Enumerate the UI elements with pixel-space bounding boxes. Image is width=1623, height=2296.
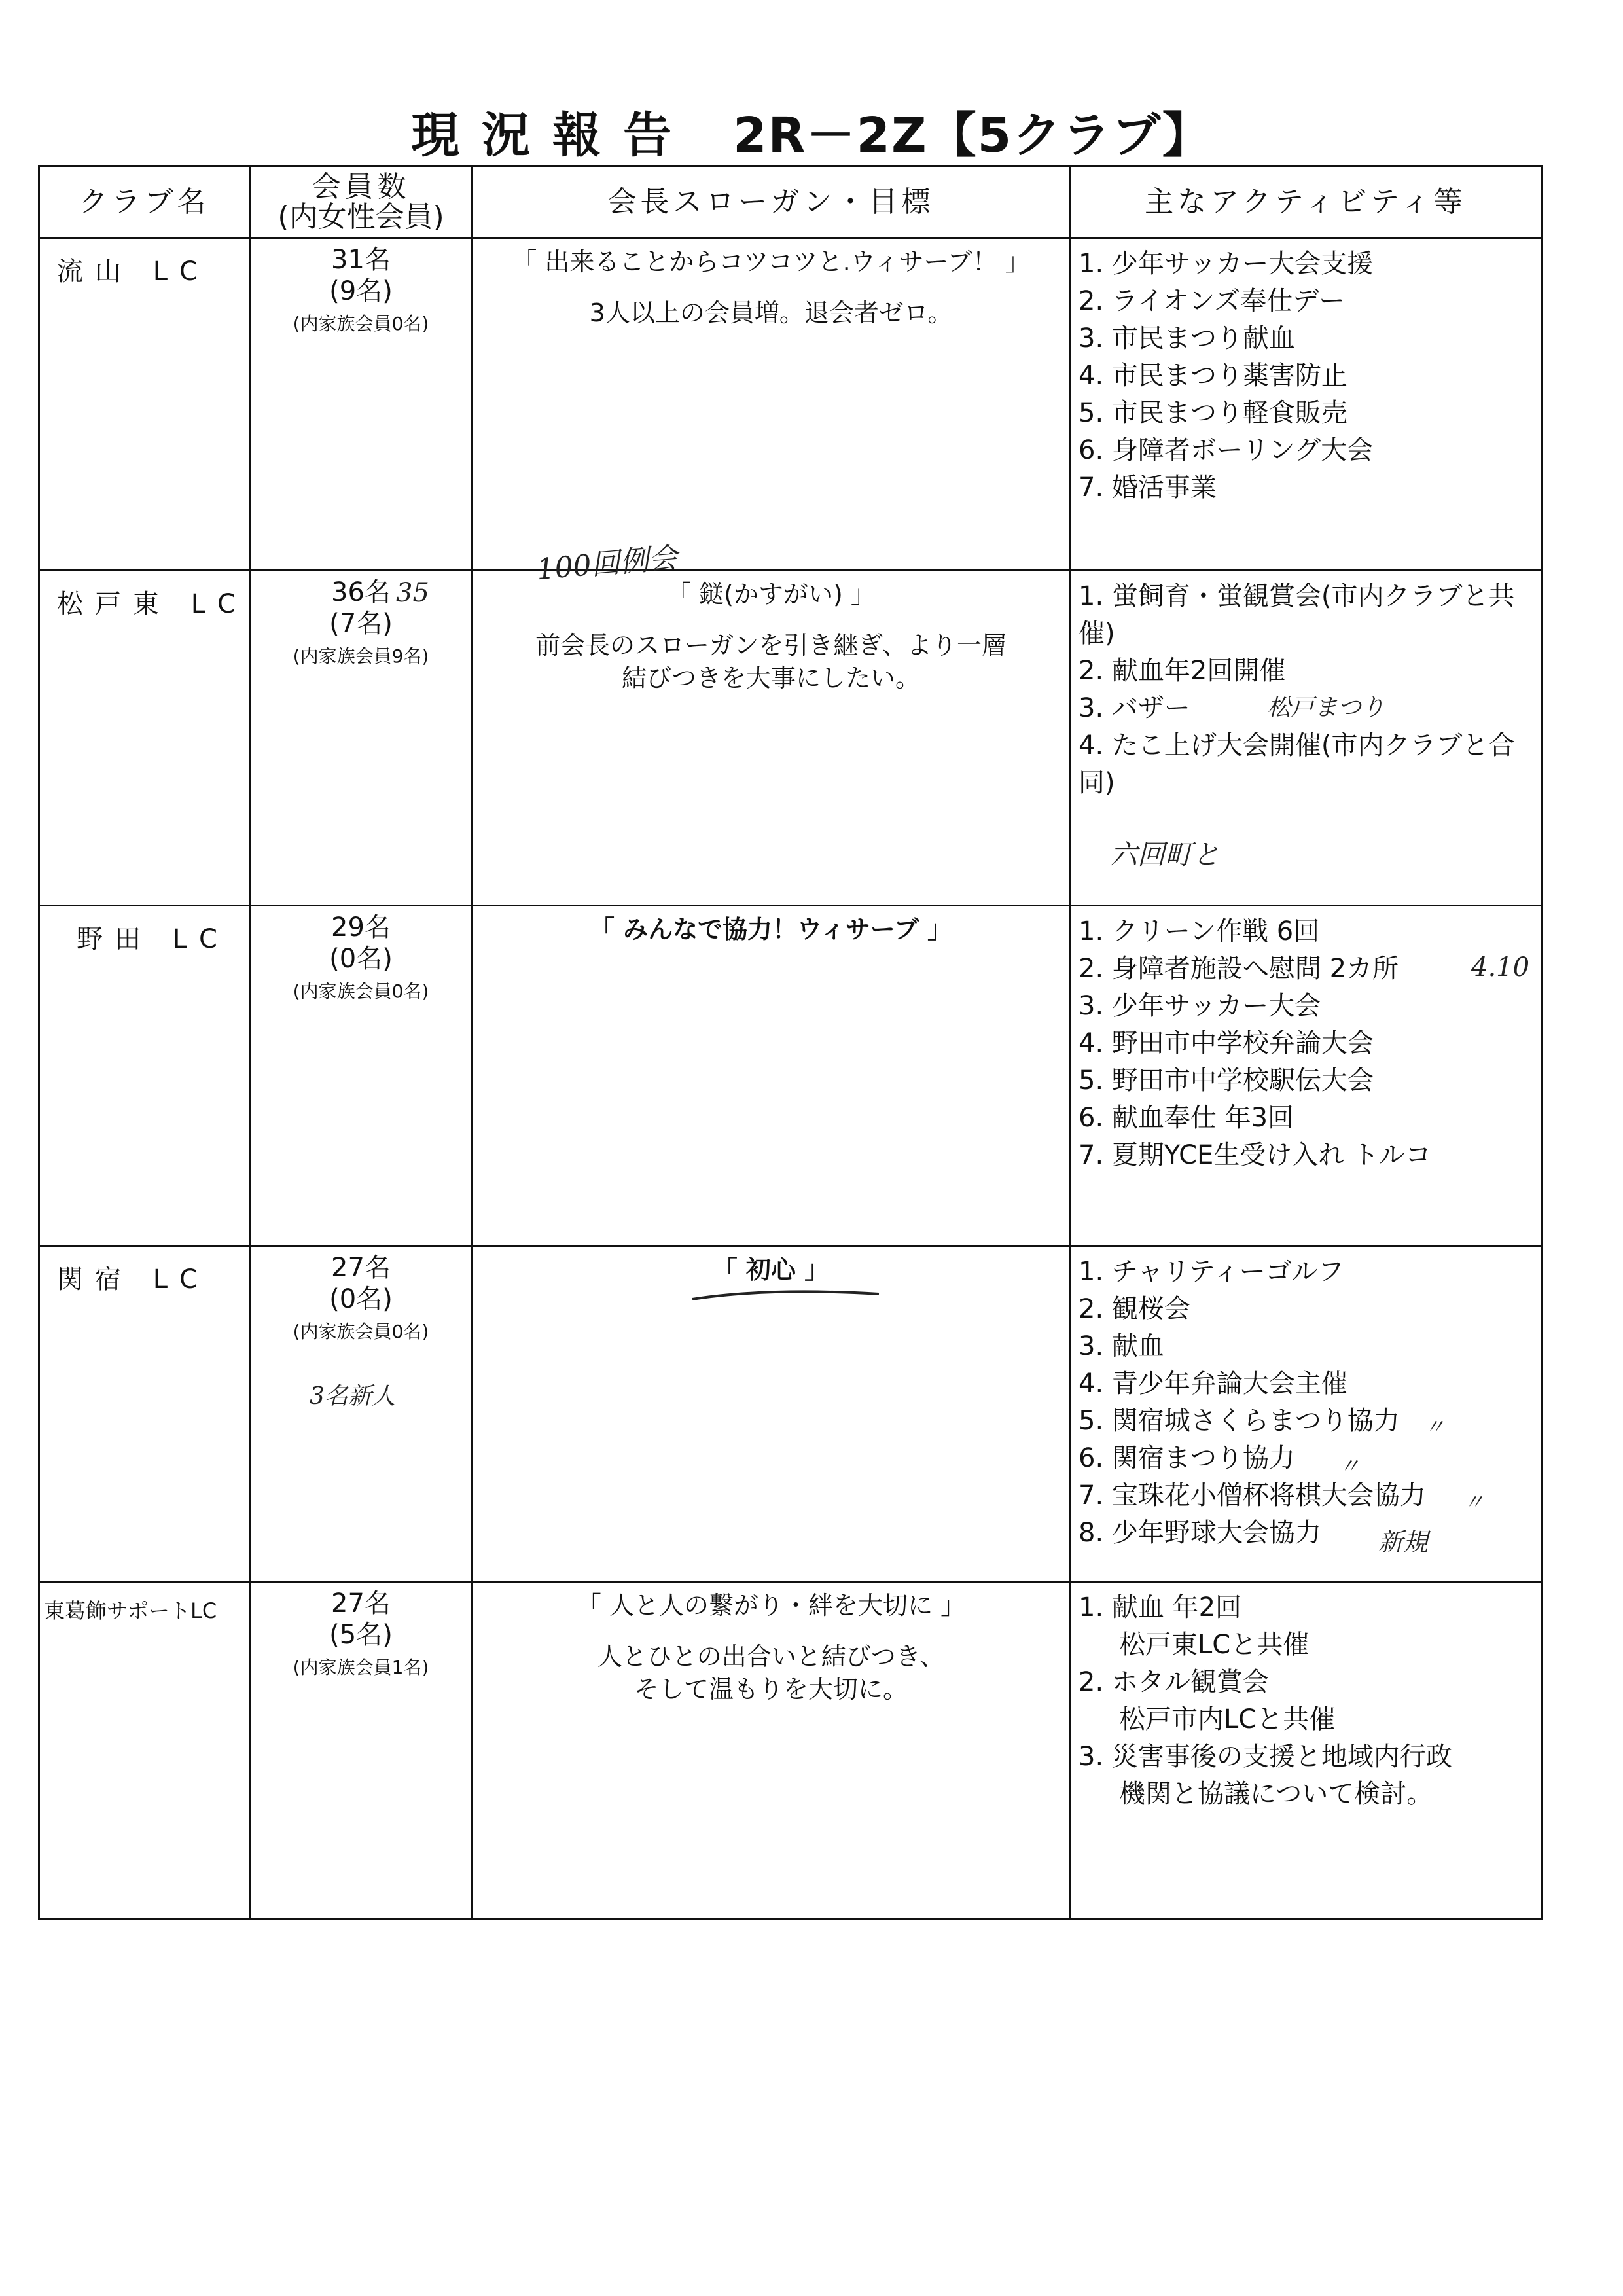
activity-item: 5. 野田市中学校駅伝大会 [1079, 1066, 1374, 1096]
member-count: 29名 [331, 912, 391, 942]
activity-item: 6. 関宿まつり協力 [1079, 1443, 1295, 1473]
activity-item: 3. 災害事後の支援と地域内行政 [1079, 1742, 1452, 1772]
club-name-cell [39, 238, 250, 571]
women-count: (0名) [329, 1284, 393, 1314]
handwritten-note: 100回例会 [535, 541, 679, 587]
handwritten-note: 4.10 [1471, 952, 1530, 982]
handwritten-note: 松戸まつり [1267, 694, 1385, 721]
title-zone: 2R－2Z [733, 107, 928, 164]
member-count-cell [250, 571, 473, 906]
member-count-cell [250, 1246, 473, 1582]
activity-item: 2. 献血年2回開催 [1079, 656, 1286, 686]
header-members [250, 166, 473, 238]
activity-item: 6. 献血奉仕 年3回 [1079, 1103, 1294, 1133]
title-main: 現況報告 [411, 107, 694, 164]
activity-item: 3. 少年サッカー大会 [1079, 991, 1321, 1021]
activity-item: 2. 身障者施設へ慰問 2カ所 [1079, 954, 1399, 984]
activity-item: 3. 献血 [1079, 1331, 1164, 1361]
women-count: (5名) [329, 1620, 393, 1650]
status-report-table [38, 165, 1543, 1920]
club-name-cell [39, 1246, 250, 1582]
goal-text-line2: 結びつきを大事にしたい。 [621, 664, 920, 692]
club-name: 野田 LC [77, 924, 229, 954]
slogan-text: 「 初心 」 [712, 1255, 830, 1284]
activity-item: 4. 青少年弁論大会主催 [1079, 1369, 1347, 1399]
women-count: (0名) [329, 944, 393, 974]
handwritten-note: 六回町と [1110, 838, 1221, 870]
slogan-cell [473, 571, 1070, 906]
table-row [39, 1246, 1542, 1582]
activity-item: 1. 献血 年2回 [1079, 1592, 1242, 1623]
slogan-text: 「 みんなで協力！ウィサーブ 」 [589, 915, 953, 944]
activity-item: 6. 身障者ボーリング大会 [1079, 435, 1374, 465]
member-count-cell [250, 906, 473, 1246]
member-count: 36名 [331, 577, 391, 607]
club-name-cell [39, 906, 250, 1246]
header-members-line1: 会員数 [312, 170, 410, 204]
slogan-text: 「 出来ることからコツコツと.ウィサーブ！ 」 [512, 247, 1030, 276]
activity-item: 1. チャリティーゴルフ [1079, 1257, 1344, 1287]
table-row [39, 906, 1542, 1246]
slogan-text: 「 人と人の繋がり・絆を大切に 」 [576, 1591, 966, 1620]
activity-item: 1. 少年サッカー大会支援 [1079, 249, 1374, 279]
header-members-line2: (内女性会員) [277, 200, 444, 234]
activities-cell [1070, 1246, 1542, 1582]
activity-item: 3. バザー [1079, 693, 1190, 723]
handwritten-note: 〃 [1424, 1414, 1446, 1439]
goal-text: 3人以上の会員増。退会者ゼロ。 [589, 298, 953, 327]
member-count-cell [250, 238, 473, 571]
handwritten-note: 〃 [1463, 1490, 1485, 1515]
club-name-cell [39, 571, 250, 906]
handwritten-note: 35 [396, 578, 429, 608]
activity-item: 7. 宝珠花小僧杯将棋大会協力 [1079, 1480, 1426, 1511]
activity-subitem: 松戸東LCと共催 [1119, 1630, 1310, 1660]
slogan-cell [473, 1246, 1070, 1582]
activity-subitem: 松戸市内LCと共催 [1119, 1704, 1336, 1734]
goal-text-line1: 前会長のスローガンを引き継ぎ、より一層 [535, 631, 1007, 660]
member-count: 31名 [331, 245, 391, 275]
club-name: 東葛飾サポートLC [44, 1598, 217, 1623]
activity-item: 2. 観桜会 [1079, 1294, 1190, 1324]
family-count: (内家族会員0名) [293, 1321, 429, 1342]
activity-item: 5. 市民まつり軽食販売 [1079, 398, 1347, 428]
slogan-cell [473, 906, 1070, 1246]
activity-item: 8. 少年野球大会協力 [1079, 1518, 1321, 1548]
header-slogan: 会長スローガン・目標 [473, 166, 1070, 238]
table-header-row [39, 166, 1542, 238]
goal-text-line2: そして温もりを大切に。 [633, 1675, 908, 1704]
member-count: 27名 [331, 1588, 391, 1619]
club-name: 松戸東 LC [57, 589, 247, 619]
activity-item: 2. ライオンズ奉仕デー [1079, 286, 1346, 316]
member-count-cell [250, 1582, 473, 1919]
handwritten-note: 新規 [1378, 1528, 1429, 1556]
title-count: 【5クラブ】 [927, 107, 1212, 164]
slogan-cell [473, 238, 1070, 587]
handwritten-note: 〃 [1339, 1454, 1361, 1479]
goal-text-line1: 人とひとの出合いと結びつき、 [597, 1642, 945, 1671]
club-name-cell [39, 1582, 250, 1919]
activity-item: 4. 野田市中学校弁論大会 [1079, 1028, 1374, 1058]
activity-item: 3. 市民まつり献血 [1079, 323, 1295, 353]
women-count: (9名) [329, 276, 393, 306]
family-count: (内家族会員0名) [293, 980, 429, 1002]
family-count: (内家族会員9名) [293, 645, 429, 667]
header-club: クラブ名 [39, 166, 250, 238]
member-count: 27名 [331, 1253, 391, 1283]
handwritten-underline [689, 1280, 885, 1306]
activity-subitem: 機関と協議について検討。 [1119, 1779, 1433, 1809]
activity-item: 7. 婚活事業 [1079, 473, 1217, 503]
slogan-cell [473, 1582, 1070, 1919]
document-title [0, 97, 1623, 166]
activities-cell [1070, 1582, 1542, 1919]
activity-item: 5. 関宿城さくらまつり協力 [1079, 1406, 1400, 1436]
family-count: (内家族会員0名) [293, 313, 429, 334]
activity-item: 1. 蛍飼育・蛍観賞会(市内クラブと共催) [1079, 581, 1515, 649]
handwritten-note: 3名新人 [310, 1383, 395, 1410]
table-row [39, 1582, 1542, 1919]
table-row [39, 238, 1542, 571]
women-count: (7名) [329, 609, 393, 639]
activity-item: 7. 夏期YCE生受け入れ トルコ [1079, 1140, 1432, 1170]
club-name: 流山 LC [57, 257, 209, 287]
activity-item: 1. クリーン作戦 6回 [1079, 916, 1320, 946]
activity-item: 2. ホタル観賞会 [1079, 1667, 1269, 1697]
activity-item: 4. たこ上げ大会開催(市内クラブと合同) [1079, 730, 1515, 798]
club-name: 関宿 LC [57, 1265, 209, 1295]
slogan-text: 「 鎹(かすがい) 」 [666, 580, 876, 609]
family-count: (内家族会員1名) [293, 1657, 429, 1678]
activities-cell [1070, 238, 1542, 571]
activity-item: 4. 市民まつり薬害防止 [1079, 361, 1347, 391]
activities-cell [1070, 906, 1542, 1246]
header-activities: 主なアクティビティ等 [1070, 166, 1542, 238]
activities-cell [1070, 571, 1542, 906]
table-row [39, 571, 1542, 906]
